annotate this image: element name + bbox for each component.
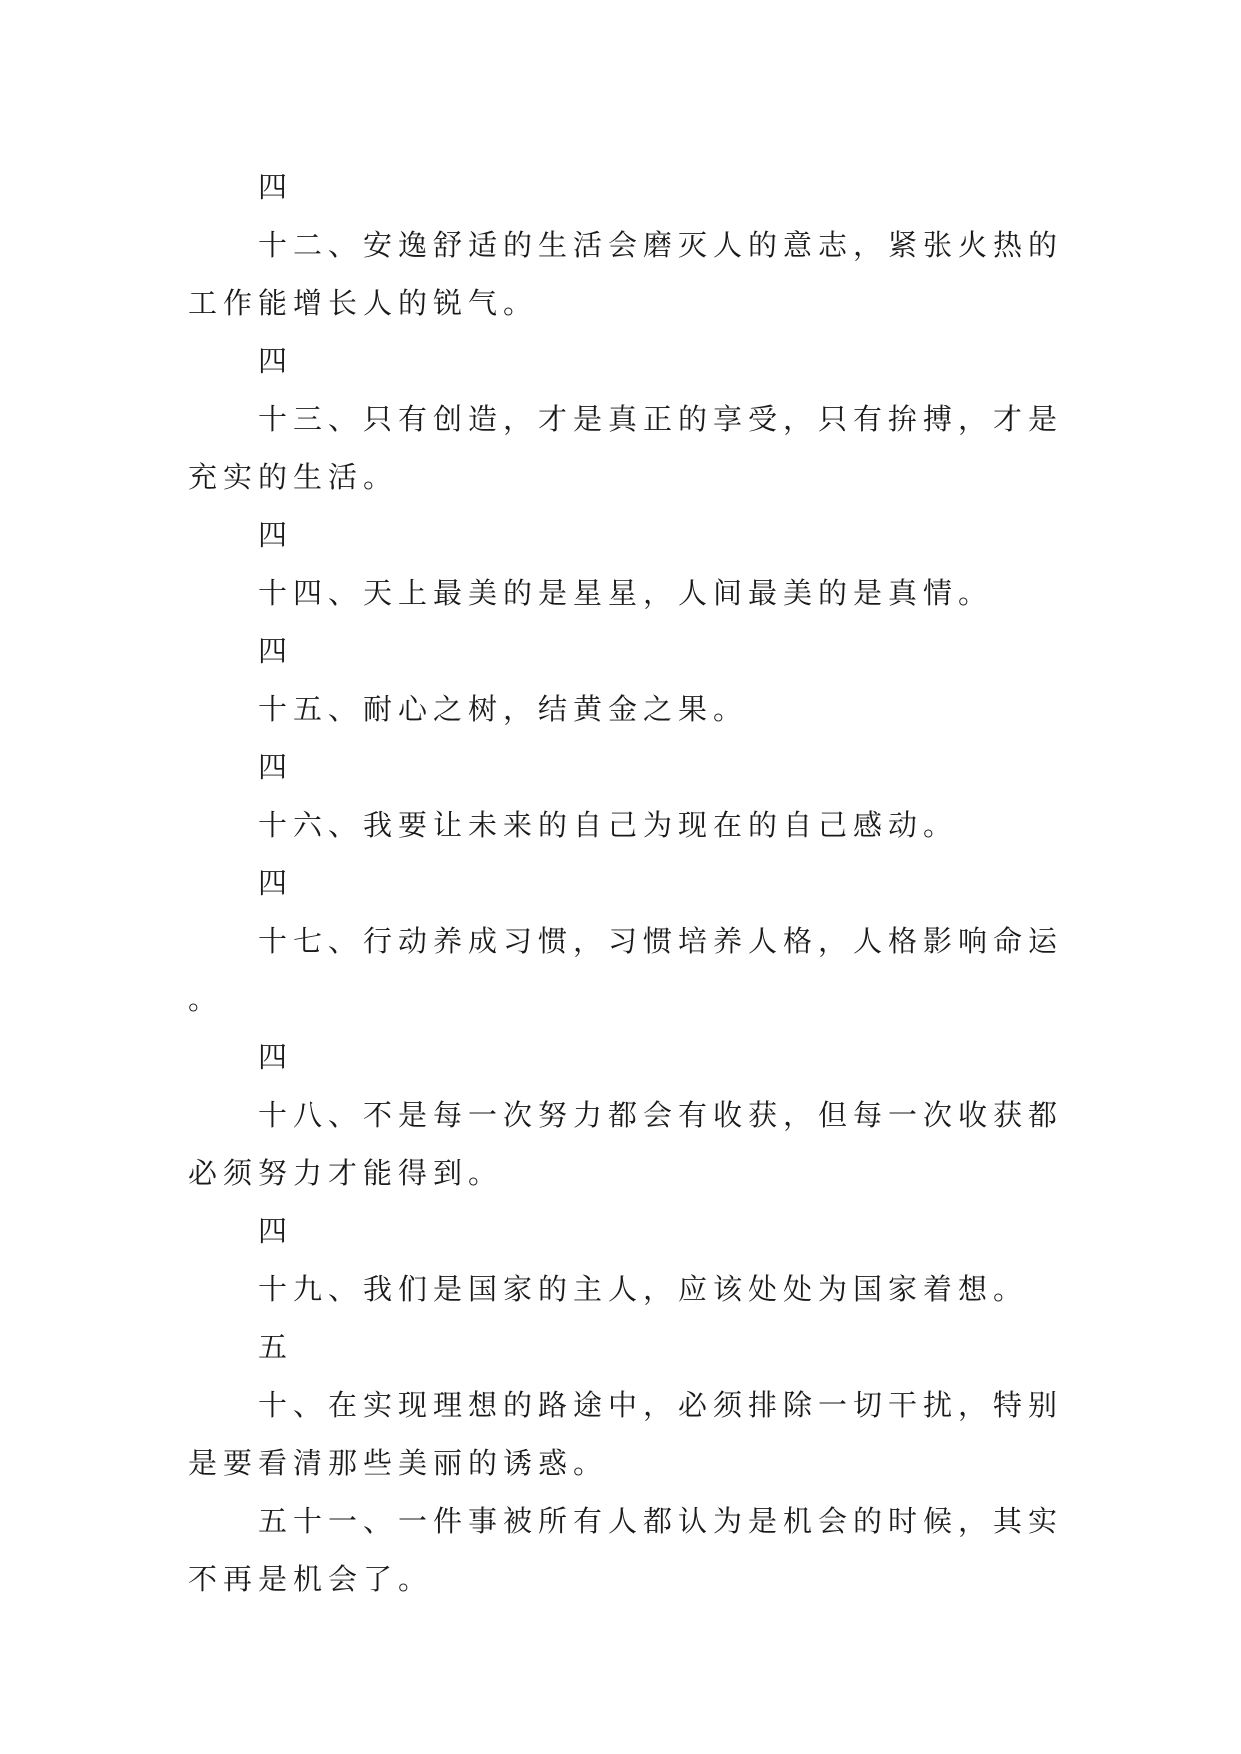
paragraph-marker: 四 [258,344,294,378]
paragraph-16: 十六、我要让未来的自己为现在的自己感动。 [258,808,959,842]
paragraph-marker: 五 [258,1330,294,1364]
paragraph-51: 五十一、一件事被所有人都认为是机会的时候，其实不再是机会了。 [188,1504,1064,1596]
paragraph-18: 十八、不是每一次努力都会有收获，但每一次收获都必须努力才能得到。 [188,1098,1064,1190]
paragraph-marker: 四 [258,1214,294,1248]
paragraph-14: 十四、天上最美的是星星，人间最美的是真情。 [258,576,994,610]
paragraph-marker: 四 [258,866,294,900]
paragraph-marker: 四 [258,1040,294,1074]
paragraph-17: 十七、行动养成习惯，习惯培养人格，人格影响命运。 [188,924,1064,1016]
paragraph-50: 十、在实现理想的路途中，必须排除一切干扰，特别是要看清那些美丽的诱惑。 [188,1388,1064,1480]
paragraph-19: 十九、我们是国家的主人，应该处处为国家着想。 [258,1272,1029,1306]
paragraph-marker: 四 [258,518,294,552]
document-body [188,158,1068,1608]
paragraph-marker: 四 [258,634,294,668]
paragraph-15: 十五、耐心之树，结黄金之果。 [258,692,749,726]
paragraph-12: 十二、安逸舒适的生活会磨灭人的意志，紧张火热的工作能增长人的锐气。 [188,228,1064,320]
paragraph-13: 十三、只有创造，才是真正的享受，只有拚搏，才是充实的生活。 [188,402,1064,494]
paragraph-marker: 四 [258,750,294,784]
paragraph-marker: 四 [258,170,294,204]
